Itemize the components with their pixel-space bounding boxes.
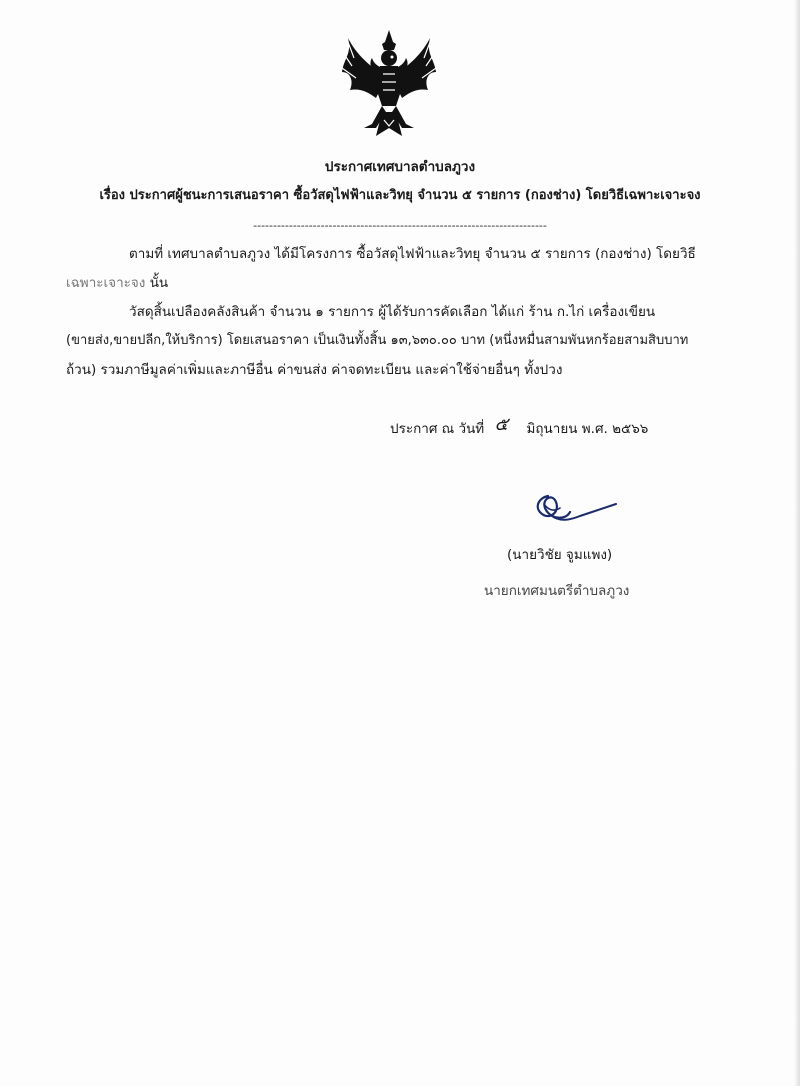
paragraph-2-line-2: (ขายส่ง,ขายปลีก,ให้บริการ) โดยเสนอราคา เป็นเงินทั้งสิ้น ๑๓,๖๓๐.๐๐ บาท (หนึ่งหมื่นสามพันหกร้อยสามสิบบาท bbox=[66, 333, 689, 348]
paragraph-2-line-1: วัสดุสิ้นเปลืองคลังสินค้า จำนวน ๑ รายการ ผู้ได้รับการคัดเลือก ได้แก่ ร้าน ก.ไก่ เครื่องเขียน bbox=[129, 304, 656, 320]
paragraph-1-end-text: นั้น bbox=[149, 275, 169, 291]
signatory-position bbox=[484, 582, 629, 600]
date-month-year: มิถุนายน พ.ศ. ๒๕๖๖ bbox=[526, 421, 649, 437]
announcement-subject: เรื่อง ประกาศผู้ชนะการเสนอราคา ซื้อวัสดุไฟฟ้าและวิทยุ จำนวน ๕ รายการ (กองช่าง) โดยวิธีเฉพาะเจาะจง bbox=[99, 188, 701, 203]
signatory-name: (นายวิชัย จูมแพง) bbox=[507, 547, 613, 563]
date-prefix: ประกาศ ณ วันที่ bbox=[390, 421, 485, 437]
paragraph-1-line-2 bbox=[66, 274, 168, 292]
announcement-date bbox=[390, 414, 649, 438]
paragraph-1-line-1: ตามที่ เทศบาลตำบลภูวง ได้มีโครงการ ซื้อวัสดุไฟฟ้าและวิทยุ จำนวน ๕ รายการ (กองช่าง) โดยวิธี bbox=[129, 246, 696, 262]
date-day: ๕ bbox=[494, 414, 509, 435]
announcement-title: ประกาศเทศบาลตำบลภูวง bbox=[324, 159, 476, 175]
handwritten-signature bbox=[530, 486, 620, 530]
paragraph-2-line-3: ถ้วน) รวมภาษีมูลค่าเพิ่มและภาษีอื่น ค่าขนส่ง ค่าจดทะเบียน และค่าใช้จ่ายอื่นๆ ทั้งปวง bbox=[66, 362, 563, 378]
signatory-position-text: นายกเทศมนตรีตำบลภูวง bbox=[484, 583, 630, 599]
divider-line: -------------------------------------------------------------------------- bbox=[253, 219, 547, 232]
garuda-emblem-icon bbox=[336, 28, 442, 140]
paragraph-1-faint-text: เฉพาะเจาะจง bbox=[66, 275, 146, 291]
